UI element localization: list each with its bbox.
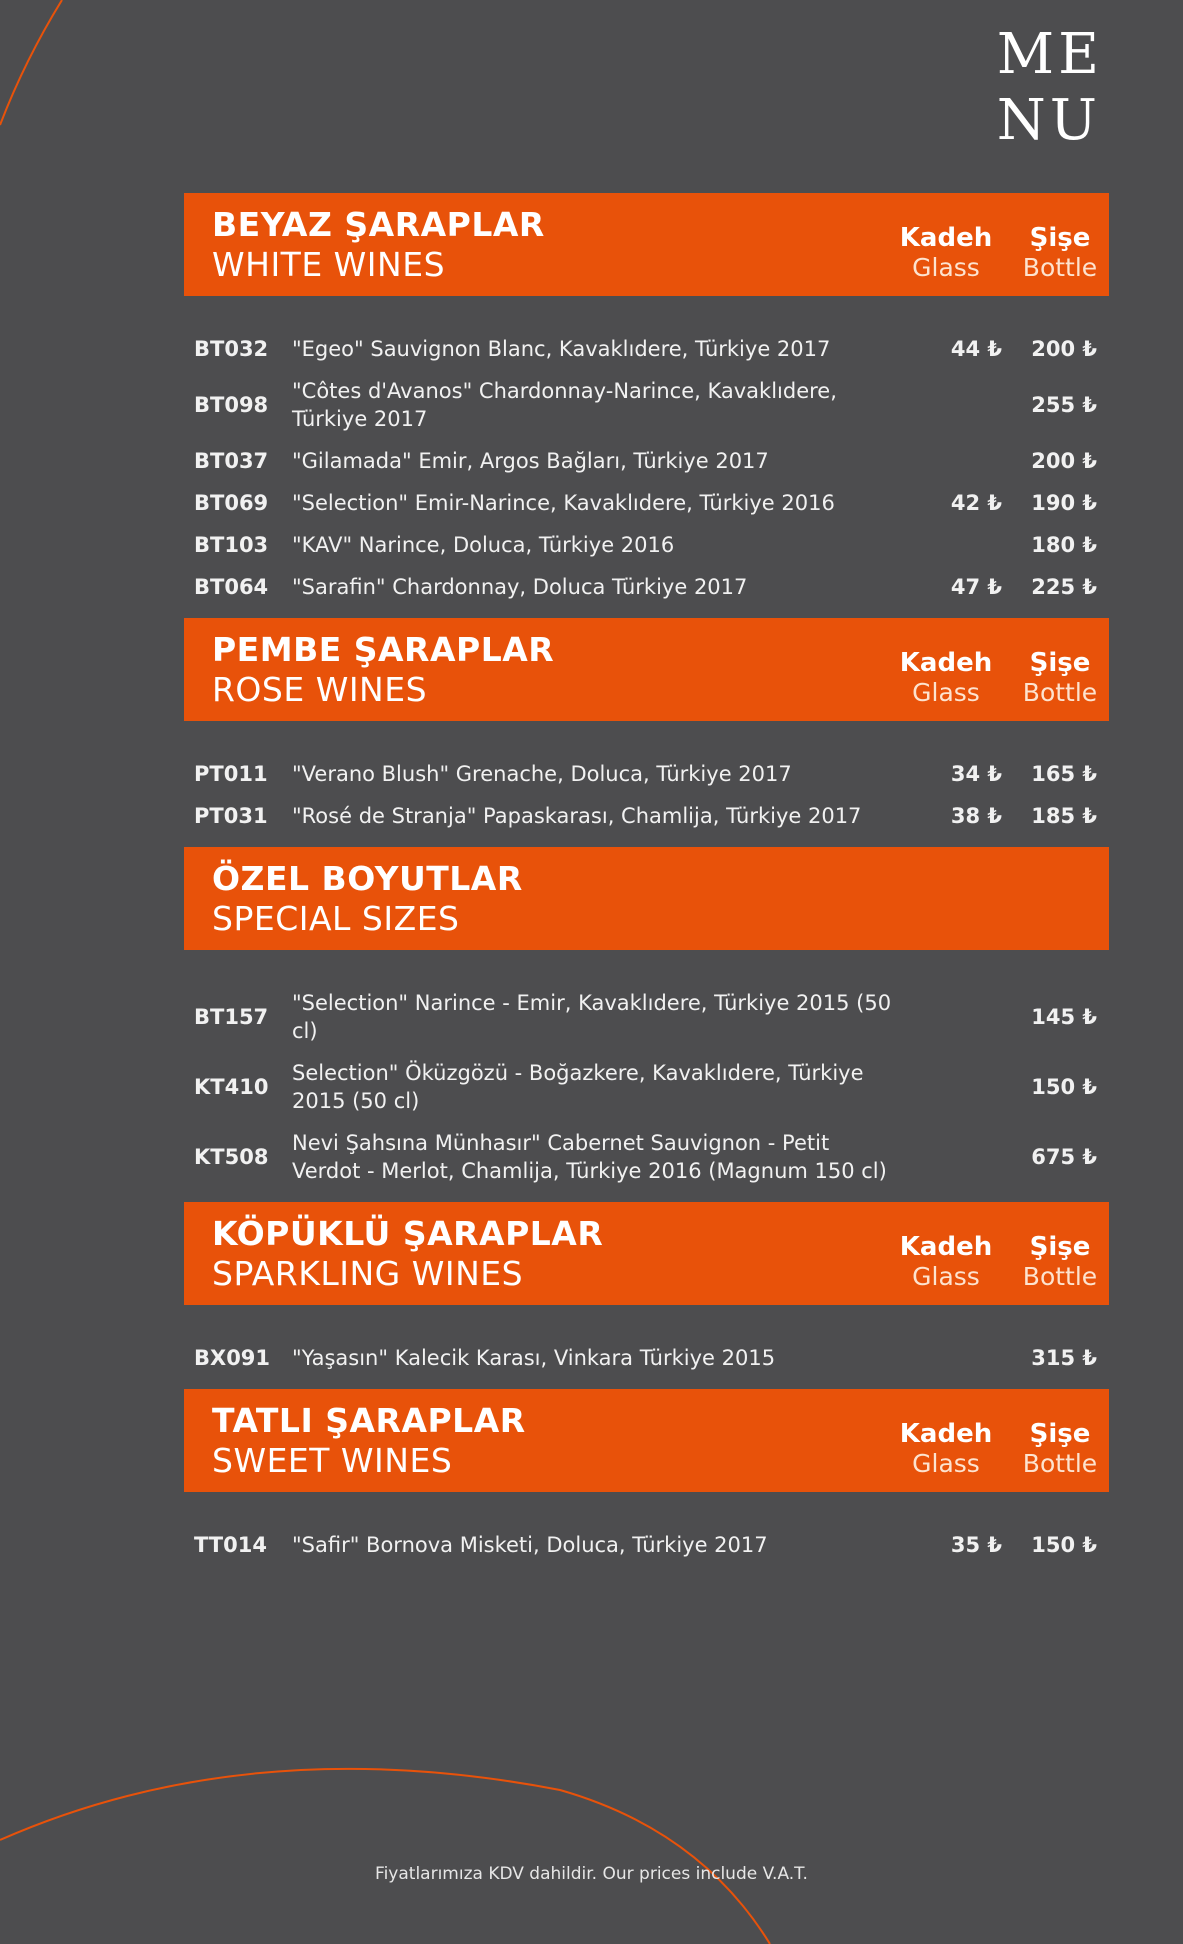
menu-logo-line1: ME: [996, 22, 1103, 87]
wine-row: [184, 440, 1109, 482]
bottle-column-header: [1005, 1232, 1115, 1292]
wine-code: BT098: [194, 393, 269, 417]
glass-price: 44 ₺: [950, 337, 1002, 361]
wine-code: BT103: [194, 533, 269, 557]
section-header: [184, 618, 1109, 721]
glass-label-en: Glass: [912, 1449, 980, 1478]
vat-note: Fiyatlarımıza KDV dahildir. Our prices include V.A.T.: [375, 1864, 808, 1884]
glass-label-en: Glass: [912, 1262, 980, 1291]
bottle-price: 150 ₺: [1031, 1075, 1097, 1099]
wine-row: [184, 1052, 1109, 1122]
wine-description: "Gilamada" Emir, Argos Bağları, Türkiye 2017: [292, 449, 769, 473]
bottle-price: 200 ₺: [1031, 337, 1097, 361]
wine-row: [184, 1524, 1109, 1566]
wine-code: TT014: [194, 1533, 267, 1557]
bottle-price: 185 ₺: [1031, 804, 1097, 828]
wine-row: [184, 482, 1109, 524]
wine-description: "Selection" Narince - Emir, Kavaklıdere, Türkiye 2015 (50 cl): [292, 991, 892, 1043]
bottle-column-header: [1005, 1419, 1115, 1479]
bottle-label-en: Bottle: [1022, 253, 1098, 282]
wine-description: Nevi Şahsına Münhasır" Cabernet Sauvignon - Petit Verdot - Merlot, Chamlija, Türkiye 2016 (Magnum 150 cl): [292, 1131, 887, 1183]
wine-code: BT069: [194, 491, 269, 515]
bottle-label-tr: Şişe: [1029, 648, 1091, 678]
section-rose-wines: [184, 618, 1109, 847]
glass-price: 47 ₺: [950, 575, 1002, 599]
wine-code: KT508: [194, 1145, 269, 1169]
glass-price: 34 ₺: [950, 762, 1002, 786]
section-header: [184, 1202, 1109, 1305]
section-title-tr: ÖZEL BOYUTLAR: [212, 859, 523, 898]
section-title-tr: BEYAZ ŞARAPLAR: [212, 205, 545, 244]
wine-code: KT410: [194, 1075, 269, 1099]
wine-row: [184, 370, 1109, 440]
bottle-label-tr: Şişe: [1029, 1232, 1091, 1262]
bottle-price: 165 ₺: [1031, 762, 1097, 786]
bottle-price: 225 ₺: [1031, 575, 1097, 599]
glass-column-header: [891, 648, 1001, 708]
wine-description: "Egeo" Sauvignon Blanc, Kavaklıdere, Türkiye 2017: [292, 337, 831, 361]
wine-description: Selection" Öküzgözü - Boğazkere, Kavaklıdere, Türkiye 2015 (50 cl): [292, 1061, 864, 1113]
glass-column-header: [891, 223, 1001, 283]
wine-row: [184, 982, 1109, 1052]
menu-logo: [997, 22, 1103, 154]
wine-code: BT037: [194, 449, 269, 473]
wine-description: "Côtes d'Avanos" Chardonnay-Narince, Kavaklıdere, Türkiye 2017: [292, 379, 837, 431]
wine-description: "KAV" Narince, Doluca, Türkiye 2016: [292, 533, 675, 557]
bottle-price: 200 ₺: [1031, 449, 1097, 473]
bottle-price: 150 ₺: [1031, 1533, 1097, 1557]
section-header: [184, 1389, 1109, 1492]
wine-code: BT157: [194, 1005, 269, 1029]
bottle-price: 145 ₺: [1031, 1005, 1097, 1029]
glass-label-tr: Kadeh: [899, 1419, 993, 1449]
section-title-en: SWEET WINES: [212, 1441, 453, 1480]
wine-description: "Safir" Bornova Misketi, Doluca, Türkiye 2017: [292, 1533, 768, 1557]
wine-list: [184, 193, 1109, 1576]
wine-description: "Yaşasın" Kalecik Karası, Vinkara Türkiye 2015: [292, 1346, 776, 1370]
bottle-label-en: Bottle: [1022, 678, 1098, 707]
bottle-column-header: [1005, 223, 1115, 283]
wine-code: BT032: [194, 337, 269, 361]
wine-row: [184, 1337, 1109, 1379]
wine-description: "Rosé de Stranja" Papaskarası, Chamlija, Türkiye 2017: [292, 804, 862, 828]
section-header: [184, 847, 1109, 950]
section-header: [184, 193, 1109, 296]
glass-column-header: [891, 1419, 1001, 1479]
section-title-en: ROSE WINES: [212, 670, 428, 709]
section-special-sizes: [184, 847, 1109, 1202]
wine-description: "Verano Blush" Grenache, Doluca, Türkiye 2017: [292, 762, 792, 786]
wine-description: "Sarafin" Chardonnay, Doluca Türkiye 2017: [292, 575, 748, 599]
bottle-price: 255 ₺: [1031, 393, 1097, 417]
glass-price: 35 ₺: [950, 1533, 1002, 1557]
bottle-column-header: [1005, 648, 1115, 708]
section-sparkling-wines: [184, 1202, 1109, 1389]
wine-description: "Selection" Emir-Narince, Kavaklıdere, Türkiye 2016: [292, 491, 835, 515]
wine-code: BX091: [194, 1346, 271, 1370]
bottle-label-en: Bottle: [1022, 1449, 1098, 1478]
bottle-price: 180 ₺: [1031, 533, 1097, 557]
glass-label-tr: Kadeh: [899, 1232, 993, 1262]
wine-row: [184, 753, 1109, 795]
wine-row: [184, 524, 1109, 566]
wine-row: [184, 328, 1109, 370]
wine-row: [184, 795, 1109, 837]
bottle-label-en: Bottle: [1022, 1262, 1098, 1291]
glass-label-tr: Kadeh: [899, 223, 993, 253]
glass-column-header: [891, 1232, 1001, 1292]
menu-logo-line2: NU: [996, 88, 1101, 153]
glass-label-en: Glass: [912, 678, 980, 707]
glass-label-tr: Kadeh: [899, 648, 993, 678]
section-title-tr: TATLI ŞARAPLAR: [212, 1401, 526, 1440]
wine-code: PT011: [194, 762, 268, 786]
section-title-en: SPARKLING WINES: [212, 1254, 524, 1293]
wine-code: PT031: [194, 804, 268, 828]
section-title-en: WHITE WINES: [212, 245, 446, 284]
bottle-price: 190 ₺: [1031, 491, 1097, 515]
bottle-price: 675 ₺: [1031, 1145, 1097, 1169]
section-title-en: SPECIAL SIZES: [212, 899, 460, 938]
bottle-label-tr: Şişe: [1029, 1419, 1091, 1449]
section-white-wines: [184, 193, 1109, 618]
glass-label-en: Glass: [912, 253, 980, 282]
glass-price: 42 ₺: [950, 491, 1002, 515]
section-sweet-wines: [184, 1389, 1109, 1576]
wine-code: BT064: [194, 575, 269, 599]
section-title-tr: KÖPÜKLÜ ŞARAPLAR: [212, 1214, 604, 1253]
glass-price: 38 ₺: [950, 804, 1002, 828]
section-title-tr: PEMBE ŞARAPLAR: [212, 630, 555, 669]
bottle-price: 315 ₺: [1031, 1346, 1097, 1370]
bottle-label-tr: Şişe: [1029, 223, 1091, 253]
wine-row: [184, 566, 1109, 608]
wine-row: [184, 1122, 1109, 1192]
